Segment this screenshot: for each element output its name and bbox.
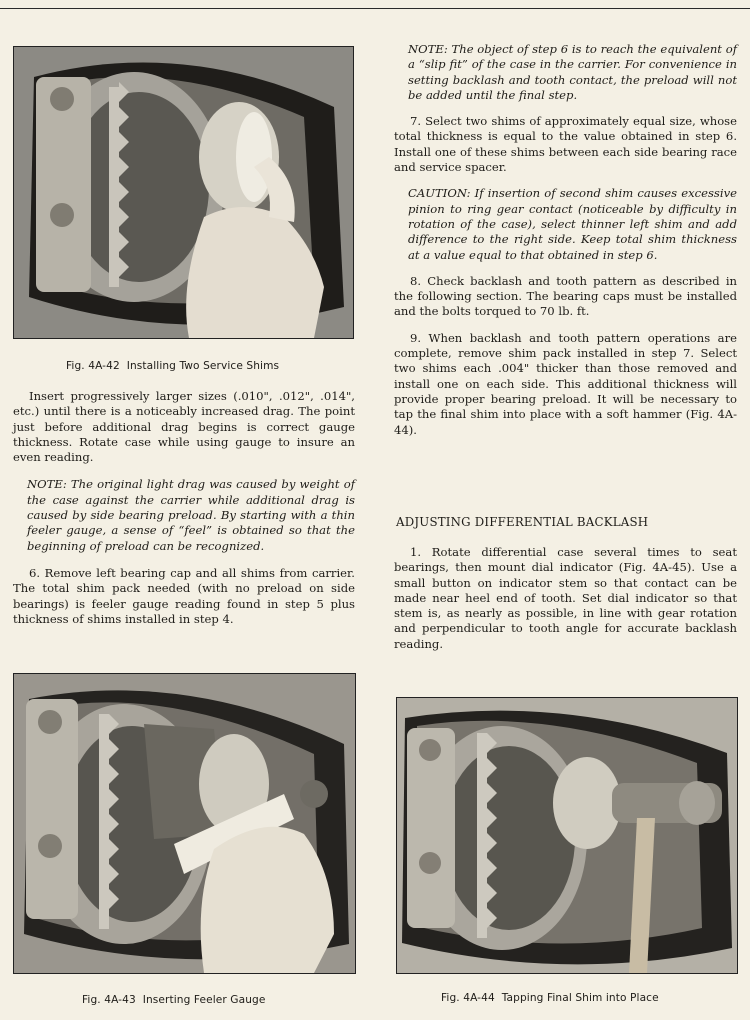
figure-4a-44-caption: [441, 992, 659, 1004]
top-rule: [0, 8, 750, 9]
figure-title: Tapping Final Shim into Place: [501, 992, 659, 1004]
right-column-text: [394, 42, 737, 438]
figure-title: Inserting Feeler Gauge: [142, 994, 266, 1006]
figure-4a-42-caption: [66, 360, 279, 372]
step-9: 9. When backlash and tooth pattern operations are complete, remove shim pack installed in step 7. Select two shims each .004" thicker than those removed and install one on each side. This additional thickness will provide proper bearing preload. It will be necessary to tap the final shim into place with a soft hammer (Fig. 4A-44).: [394, 330, 737, 437]
figure-4a-43-photo: [13, 673, 356, 974]
figure-number: Fig. 4A-42: [66, 360, 120, 372]
step-8: 8. Check backlash and tooth pattern as described in the following section. The bearing caps must be installed and the bolts torqued to 70 lb. ft.: [394, 273, 737, 319]
note-step-6: NOTE: The object of step 6 is to reach the equivalent of a “slip fit” of the case in the carrier. For convenience in setting backlash and tooth contact, the preload will not be added until the final step.: [408, 42, 737, 102]
left-column-text: [13, 389, 355, 627]
figure-title: Installing Two Service Shims: [126, 360, 280, 372]
figure-number: Fig. 4A-43: [82, 994, 136, 1006]
section-heading: ADJUSTING DIFFERENTIAL BACKLASH: [396, 515, 649, 529]
figure-4a-42-photo: [13, 46, 354, 339]
backlash-step-1: 1. Rotate differential case several times to seat bearings, then mount dial indicator (Fig. 4A-45). Use a small button on indicator stem so that contact can be made near heel end of tooth. Set dial indicator so that stem is, as nearly as possible, in line with gear rotation and perpendicular to tooth angle for accurate backlash reading.: [394, 545, 737, 651]
figure-4a-43-caption: [82, 994, 265, 1006]
step-6: 6. Remove left bearing cap and all shims from carrier. The total shim pack needed (with no preload on side bearings) is feeler gauge reading found in step 5 plus thickness of shims installed in step 4.: [13, 565, 355, 626]
figure-number: Fig. 4A-44: [441, 992, 495, 1004]
caution-second-shim: CAUTION: If insertion of second shim causes excessive pinion to ring gear contact (noticeable by difficulty in rotation of the case), select thinner left shim and add difference to the right side. Keep total shim thickness at a value equal to that obtained in step 6.: [408, 186, 737, 262]
step-7: 7. Select two shims of approximately equal size, whose total thickness is equal to the value obtained in step 6. Install one of these shims between each side bearing race and service spacer.: [394, 114, 737, 175]
note-original-drag: NOTE: The original light drag was caused by weight of the case against the carrier while additional drag is caused by side bearing preload. By starting with a thin feeler gauge, a sense of “feel” is obtained so that the beginning of preload can be recognized.: [27, 477, 355, 553]
figure-4a-44-photo: [396, 697, 738, 974]
paragraph-insert-sizes: Insert progressively larger sizes (.010", .012", .014", etc.) until there is a noticeably increased drag. The point just before additional drag begins is correct gauge thickness. Rotate case while using gauge to insure an even reading.: [13, 389, 355, 465]
backlash-text: [394, 545, 737, 652]
